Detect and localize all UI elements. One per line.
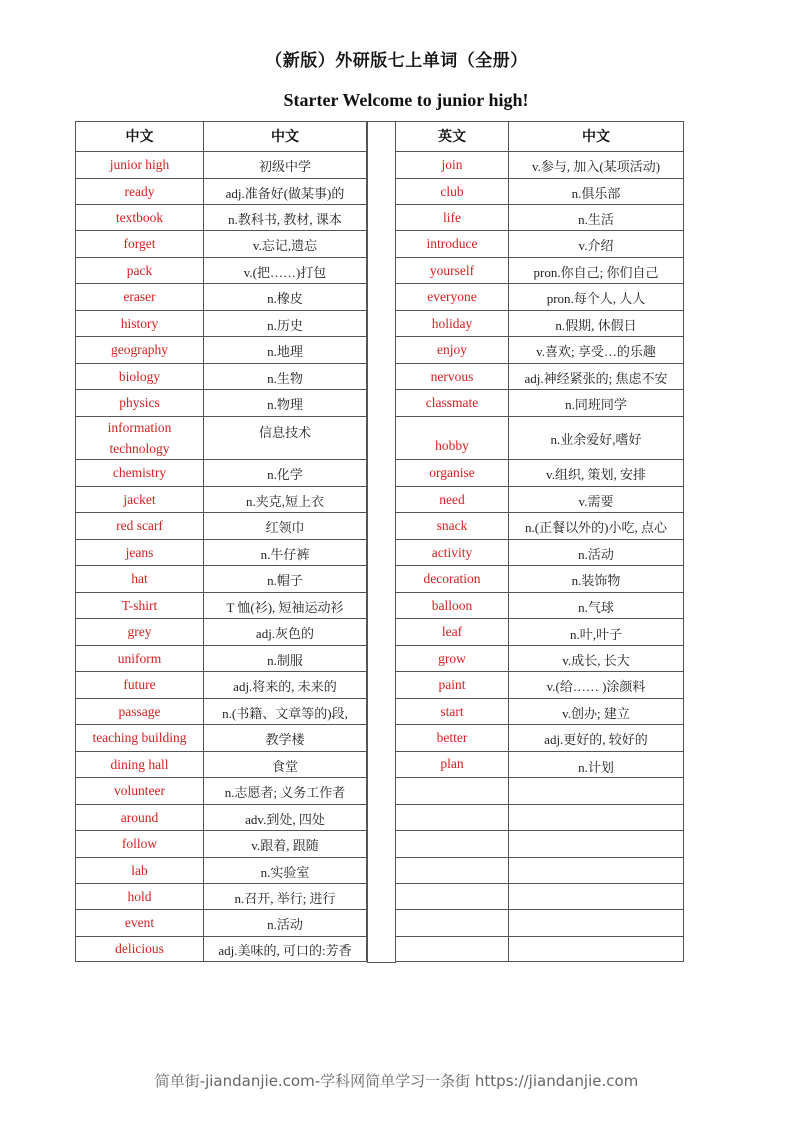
right-english-word: classmate [395, 390, 509, 417]
right-chinese-meaning [509, 910, 684, 937]
left-header-chinese: 中文 [204, 121, 367, 152]
right-english-word: snack [395, 513, 509, 540]
left-english-word: delicious [75, 937, 204, 962]
left-chinese-meaning: n.制服 [204, 646, 367, 672]
right-chinese-meaning [509, 831, 684, 858]
right-header-english: 英文 [395, 121, 509, 152]
left-english-word: jacket [75, 487, 204, 513]
right-english-word: plan [395, 752, 509, 778]
column-spacer [367, 121, 396, 963]
left-chinese-meaning: n.教科书, 教材, 课本 [204, 205, 367, 231]
right-chinese-meaning: v.组织, 策划, 安排 [509, 460, 684, 487]
left-english-word: uniform [75, 646, 204, 672]
left-english-word: history [75, 311, 204, 337]
right-english-word: better [395, 725, 509, 752]
left-chinese-meaning: 初级中学 [204, 152, 367, 179]
right-english-word: activity [395, 540, 509, 566]
left-chinese-meaning: n.召开, 举行; 进行 [204, 884, 367, 910]
right-chinese-meaning: n.气球 [509, 593, 684, 619]
left-chinese-meaning: n.历史 [204, 311, 367, 337]
right-chinese-meaning: n.装饰物 [509, 566, 684, 593]
left-chinese-meaning: adj.准备好(做某事)的 [204, 179, 367, 205]
left-chinese-meaning: adj.美味的, 可口的:芳香 [204, 937, 367, 962]
right-chinese-meaning: n.活动 [509, 540, 684, 566]
left-chinese-meaning: 教学楼 [204, 725, 367, 752]
left-chinese-meaning: n.(书籍、文章等的)段, [204, 699, 367, 725]
left-header-english: 中文 [75, 121, 204, 152]
left-english-word: dining hall [75, 752, 204, 778]
right-chinese-meaning [509, 884, 684, 910]
left-chinese-meaning: adj.灰色的 [204, 619, 367, 646]
left-english-word: biology [75, 364, 204, 390]
right-english-word: paint [395, 672, 509, 699]
left-english-word: event [75, 910, 204, 937]
right-header-chinese: 中文 [509, 121, 684, 152]
right-chinese-meaning [509, 858, 684, 884]
left-chinese-meaning: v.跟着, 跟随 [204, 831, 367, 858]
left-english-word: jeans [75, 540, 204, 566]
left-chinese-meaning: 信息技术 [204, 417, 367, 460]
left-english-word: junior high [75, 152, 204, 179]
left-english-word: eraser [75, 284, 204, 311]
right-english-word: organise [395, 460, 509, 487]
right-chinese-meaning: v.需要 [509, 487, 684, 513]
right-english-word: club [395, 179, 509, 205]
left-english-word: chemistry [75, 460, 204, 487]
left-english-word: around [75, 805, 204, 831]
right-chinese-meaning: v.喜欢; 享受…的乐趣 [509, 337, 684, 364]
right-english-word: leaf [395, 619, 509, 646]
left-chinese-meaning: n.生物 [204, 364, 367, 390]
right-english-word: balloon [395, 593, 509, 619]
right-english-word [395, 858, 509, 884]
unit-title: Starter Welcome to junior high! [283, 90, 529, 110]
left-chinese-meaning: adv.到处, 四处 [204, 805, 367, 831]
left-chinese-meaning: n.化学 [204, 460, 367, 487]
right-chinese-meaning [509, 937, 684, 962]
left-chinese-meaning: adj.将来的, 未来的 [204, 672, 367, 699]
right-english-word [395, 884, 509, 910]
right-english-word: hobby [395, 417, 509, 460]
left-english-word: information technology [75, 417, 204, 460]
right-english-word: holiday [395, 311, 509, 337]
left-english-word: hat [75, 566, 204, 593]
left-chinese-meaning: n.牛仔裤 [204, 540, 367, 566]
right-english-word [395, 831, 509, 858]
left-english-word: physics [75, 390, 204, 417]
right-chinese-meaning: pron.每个人, 人人 [509, 284, 684, 311]
left-english-word: ready [75, 179, 204, 205]
right-chinese-meaning: v.(给…… )涂颜料 [509, 672, 684, 699]
right-chinese-meaning: pron.你自己; 你们自己 [509, 258, 684, 284]
right-chinese-meaning: adj.更好的, 较好的 [509, 725, 684, 752]
left-chinese-meaning: T 恤(衫), 短袖运动衫 [204, 593, 367, 619]
left-chinese-meaning: v.忘记,遗忘 [204, 231, 367, 258]
right-english-word: enjoy [395, 337, 509, 364]
right-chinese-meaning [509, 778, 684, 805]
left-english-word: red scarf [75, 513, 204, 540]
left-chinese-meaning: 红领巾 [204, 513, 367, 540]
left-chinese-meaning: 食堂 [204, 752, 367, 778]
left-chinese-meaning: n.橡皮 [204, 284, 367, 311]
right-chinese-meaning: n.同班同学 [509, 390, 684, 417]
left-english-word: pack [75, 258, 204, 284]
left-english-word: future [75, 672, 204, 699]
left-english-word: follow [75, 831, 204, 858]
right-english-word: grow [395, 646, 509, 672]
left-chinese-meaning: n.活动 [204, 910, 367, 937]
right-english-word: everyone [395, 284, 509, 311]
left-chinese-meaning: n.实验室 [204, 858, 367, 884]
right-chinese-meaning: n.(正餐以外的)小吃, 点心 [509, 513, 684, 540]
left-chinese-meaning: n.帽子 [204, 566, 367, 593]
left-chinese-meaning: n.志愿者; 义务工作者 [204, 778, 367, 805]
right-english-word: life [395, 205, 509, 231]
left-chinese-meaning: v.(把……)打包 [204, 258, 367, 284]
document-title: （新版）外研版七上单词（全册） [265, 51, 528, 71]
right-english-word [395, 805, 509, 831]
right-english-word: introduce [395, 231, 509, 258]
right-english-word: join [395, 152, 509, 179]
right-english-word: nervous [395, 364, 509, 390]
right-english-word: start [395, 699, 509, 725]
left-english-word: textbook [75, 205, 204, 231]
footer-watermark: 简单街-jiandanjie.com-学科网简单学习一条街 https://jiandanjie.com [154, 1072, 639, 1090]
right-english-word: need [395, 487, 509, 513]
right-chinese-meaning: v.创办; 建立 [509, 699, 684, 725]
right-english-word: yourself [395, 258, 509, 284]
right-chinese-meaning [509, 805, 684, 831]
right-chinese-meaning: n.假期, 休假日 [509, 311, 684, 337]
right-chinese-meaning: adj.神经紧张的; 焦虑不安 [509, 364, 684, 390]
right-chinese-meaning: n.生活 [509, 205, 684, 231]
right-chinese-meaning: v.参与, 加入(某项活动) [509, 152, 684, 179]
left-english-word: T-shirt [75, 593, 204, 619]
right-english-word [395, 910, 509, 937]
left-chinese-meaning: n.物理 [204, 390, 367, 417]
left-chinese-meaning: n.地理 [204, 337, 367, 364]
left-english-word: forget [75, 231, 204, 258]
right-chinese-meaning: n.俱乐部 [509, 179, 684, 205]
left-english-word: geography [75, 337, 204, 364]
right-chinese-meaning: n.业余爱好,嗜好 [509, 417, 684, 460]
right-chinese-meaning: n.计划 [509, 752, 684, 778]
left-english-word: hold [75, 884, 204, 910]
left-chinese-meaning: n.夹克,短上衣 [204, 487, 367, 513]
left-english-word: volunteer [75, 778, 204, 805]
left-english-word: passage [75, 699, 204, 725]
right-chinese-meaning: v.成长, 长大 [509, 646, 684, 672]
right-english-word [395, 937, 509, 962]
right-chinese-meaning: v.介绍 [509, 231, 684, 258]
left-english-word: lab [75, 858, 204, 884]
left-english-word: teaching building [75, 725, 204, 752]
right-english-word [395, 778, 509, 805]
right-chinese-meaning: n.叶,叶子 [509, 619, 684, 646]
left-english-word: grey [75, 619, 204, 646]
right-english-word: decoration [395, 566, 509, 593]
